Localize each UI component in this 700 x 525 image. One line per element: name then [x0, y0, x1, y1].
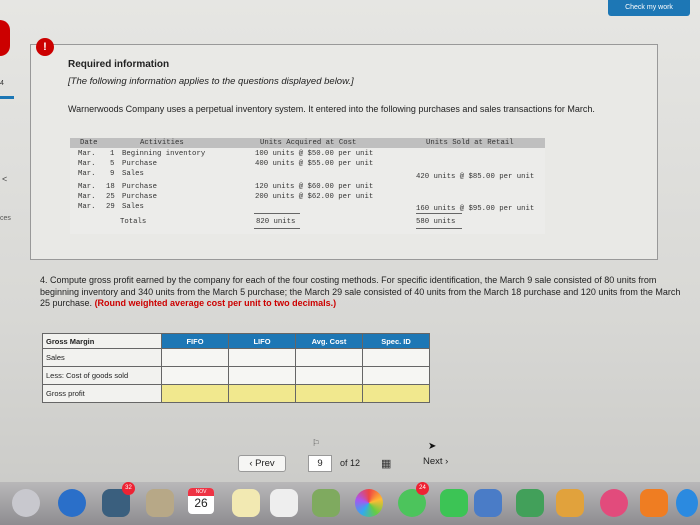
page-number-input[interactable]: 9 [308, 455, 332, 472]
sold-underline [416, 213, 462, 214]
prev-button[interactable]: ‹ Prev [238, 455, 286, 472]
row-day: 9 [110, 170, 115, 178]
required-info-note: [The following information applies to the questions displayed below.] [68, 76, 354, 87]
sales-avg-cost-input[interactable] [296, 349, 363, 367]
numbers-icon[interactable] [516, 489, 544, 517]
row-activity: Sales [122, 203, 144, 211]
gross-margin-table [42, 333, 430, 403]
total-acquired: 820 units [256, 218, 296, 226]
sales-fifo-input[interactable] [162, 349, 229, 367]
mouse-cursor-icon: ➤ [428, 441, 437, 452]
question-text: 4. Compute gross profit earned by the company for each of the four costing methods. For specific identification, the March 9 sale consisted of 80 units from beginning inventory and 340 units from the March 5 purchase; the March 29 sale consisted of 40 units from the March 18 purchase and 120 units from the March 25 purchase. [40, 275, 681, 308]
check-my-work-button[interactable]: Check my work [608, 0, 690, 16]
header-gross-margin: Gross Margin [43, 334, 162, 349]
row-month: Mar. [78, 170, 96, 178]
ibooks-icon[interactable] [640, 489, 668, 517]
row-activity: Sales [122, 170, 144, 178]
question-4 [40, 275, 690, 310]
transactions-table [70, 138, 545, 234]
left-margin-text[interactable]: ces [0, 215, 11, 222]
row-acquired: 100 units @ $50.00 per unit [255, 150, 374, 158]
row-sold: 420 units @ $85.00 per unit [416, 173, 535, 181]
row-day: 5 [110, 160, 115, 168]
photos-icon[interactable] [355, 489, 383, 517]
row-day: 18 [106, 183, 115, 191]
pagination-bar [0, 438, 700, 476]
question-number-4[interactable]: 4 [0, 80, 4, 87]
notes-icon[interactable] [232, 489, 260, 517]
row-day: 25 [106, 193, 115, 201]
row-label-gross-profit: Gross profit [43, 385, 162, 403]
row-month: Mar. [78, 183, 96, 191]
cogs-avg-cost-input[interactable] [296, 367, 363, 385]
table-row [43, 367, 430, 385]
gross-profit-spec-id-input[interactable] [363, 385, 430, 403]
row-acquired: 120 units @ $60.00 per unit [255, 183, 374, 191]
sold-double-underline [416, 228, 462, 229]
safari-icon[interactable] [58, 489, 86, 517]
contacts-icon[interactable] [146, 489, 174, 517]
cogs-lifo-input[interactable] [229, 367, 296, 385]
header-spec-id: Spec. ID [363, 334, 430, 349]
header-units-sold: Units Sold at Retail [426, 139, 514, 147]
table-header-row [43, 334, 430, 349]
sales-spec-id-input[interactable] [363, 349, 430, 367]
header-avg-cost: Avg. Cost [296, 334, 363, 349]
cogs-fifo-input[interactable] [162, 367, 229, 385]
chevron-left-icon[interactable]: < [2, 174, 8, 184]
current-question-indicator [0, 96, 14, 99]
alert-icon: ! [36, 38, 54, 56]
maps-icon[interactable] [312, 489, 340, 517]
row-month: Mar. [78, 150, 96, 158]
row-activity: Purchase [122, 160, 158, 168]
table-row [43, 349, 430, 367]
row-label-sales: Sales [43, 349, 162, 367]
pages-icon[interactable] [474, 489, 502, 517]
total-sold: 580 units [416, 218, 456, 226]
acquired-underline [254, 213, 300, 214]
required-info-title: Required information [68, 59, 170, 70]
itunes-icon[interactable] [600, 489, 628, 517]
prev-label: Prev [255, 458, 275, 469]
app-store-icon[interactable] [676, 489, 698, 517]
gross-profit-fifo-input[interactable] [162, 385, 229, 403]
keynote-icon[interactable] [556, 489, 584, 517]
sales-lifo-input[interactable] [229, 349, 296, 367]
grid-view-icon[interactable]: ▦ [381, 458, 392, 470]
bookmark-icon[interactable]: ⚐ [312, 438, 321, 448]
row-month: Mar. [78, 160, 96, 168]
row-activity: Beginning inventory [122, 150, 206, 158]
header-activities: Activities [140, 139, 184, 147]
row-activity: Purchase [122, 183, 158, 191]
gross-profit-lifo-input[interactable] [229, 385, 296, 403]
launchpad-icon[interactable] [12, 489, 40, 517]
header-fifo: FIFO [162, 334, 229, 349]
messages-badge: 24 [416, 482, 429, 495]
header-lifo: LIFO [229, 334, 296, 349]
row-sold: 160 units @ $95.00 per unit [416, 205, 535, 213]
gross-profit-avg-cost-input[interactable] [296, 385, 363, 403]
row-month: Mar. [78, 193, 96, 201]
intro-text: Warnerwoods Company uses a perpetual inventory system. It entered into the following purchases and sales transactions for March. [68, 104, 595, 114]
row-label-cogs: Less: Cost of goods sold [43, 367, 162, 385]
question-instruction: (Round weighted average cost per unit to two decimals.) [94, 298, 337, 308]
row-day: 1 [110, 150, 115, 158]
header-units-acquired: Units Acquired at Cost [260, 139, 357, 147]
acquired-double-underline [254, 228, 300, 229]
row-month: Mar. [78, 203, 96, 211]
reminders-icon[interactable] [270, 489, 298, 517]
cogs-spec-id-input[interactable] [363, 367, 430, 385]
calendar-icon[interactable] [188, 488, 214, 514]
facetime-icon[interactable] [440, 489, 468, 517]
dock [0, 482, 700, 525]
header-date: Date [80, 139, 98, 147]
row-acquired: 400 units @ $55.00 per unit [255, 160, 374, 168]
row-acquired: 200 units @ $62.00 per unit [255, 193, 374, 201]
calendar-day: 26 [194, 496, 208, 510]
calendar-month: NOV [188, 488, 214, 496]
mail-badge: 32 [122, 482, 135, 495]
table-row [43, 385, 430, 403]
next-label: Next [423, 456, 443, 467]
left-menu-tab[interactable] [0, 20, 10, 56]
next-button[interactable]: Next › [423, 456, 449, 467]
totals-label: Totals [120, 218, 147, 226]
page-count-text: of 12 [340, 458, 361, 468]
row-activity: Purchase [122, 193, 158, 201]
row-day: 29 [106, 203, 115, 211]
